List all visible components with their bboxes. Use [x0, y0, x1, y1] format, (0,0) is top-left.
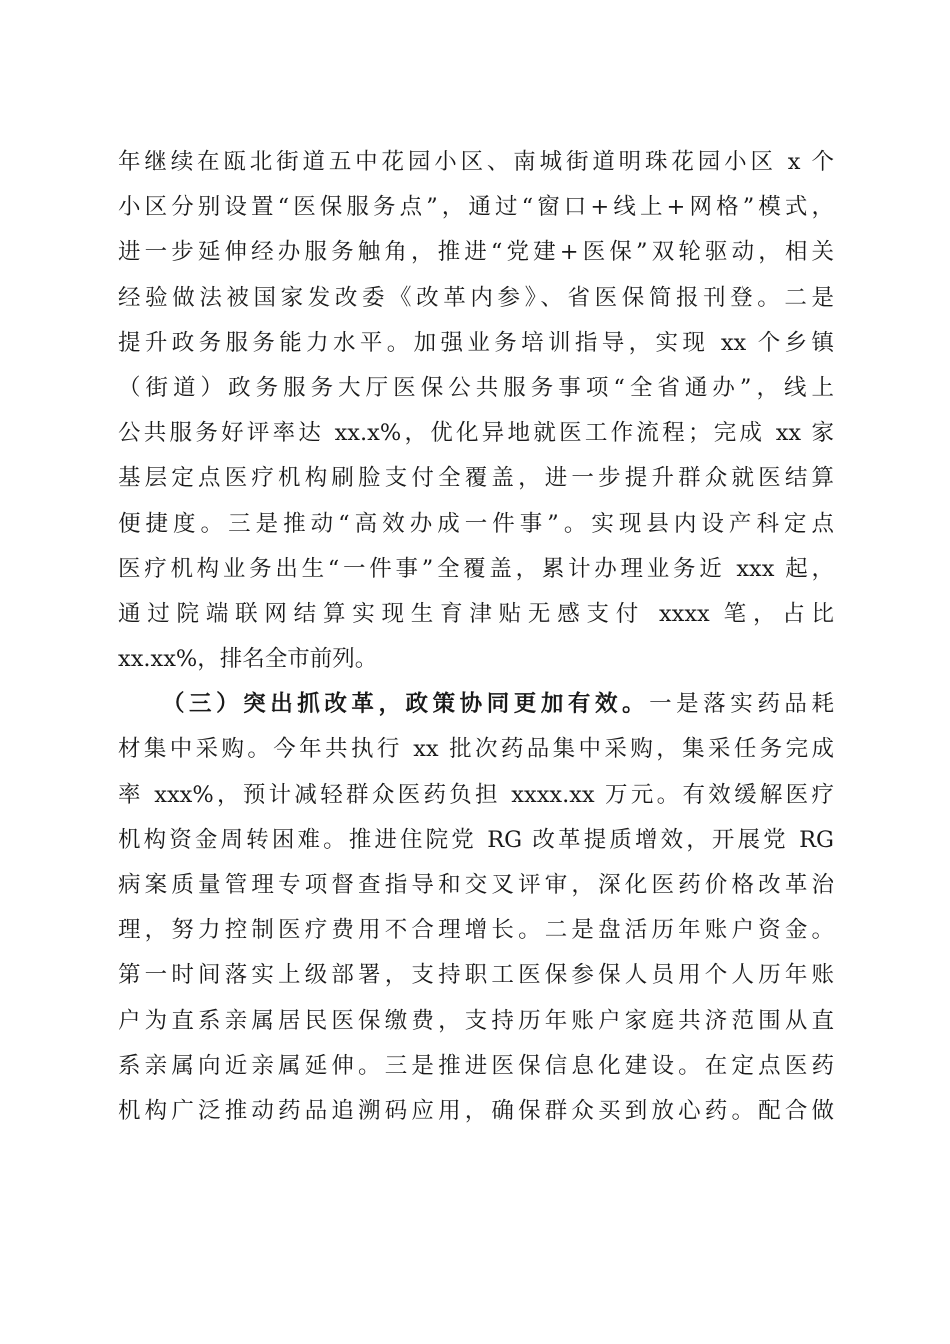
text-line: 机构广泛推动药品追溯码应用，确保群众买到放心药。配合做 — [118, 1097, 834, 1124]
text-line: 小区分别设置“医保服务点”，通过“窗口+线上+网格”模式， — [118, 194, 834, 221]
text-line: 提升政务服务能力水平。加强业务培训指导，实现 xx 个乡镇 — [118, 329, 834, 356]
text-line: 户为直系亲属居民医保缴费，支持历年账户家庭共济范围从直 — [118, 1007, 834, 1034]
body-text — [118, 140, 834, 1134]
heading-line-rest: 一是落实药品耗 — [649, 691, 834, 718]
text-line: 病案质量管理专项督查指导和交叉评审，深化医药价格改革治 — [118, 872, 834, 898]
text-line: 理，努力控制医疗费用不合理增长。二是盘活历年账户资金。 — [118, 917, 834, 944]
text-line: 经验做法被国家发改委《改革内参》、省医保简报刊登。二是 — [118, 284, 834, 311]
text-line: 便捷度。三是推动“高效办成一件事”。实现县内设产科定点 — [118, 510, 834, 537]
text-line: 医疗机构业务出生“一件事”全覆盖，累计办理业务近 xxx 起， — [118, 555, 834, 582]
section-heading: （三）突出抓改革，政策协同更加有效。 — [162, 691, 650, 718]
text-line: 系亲属向近亲属延伸。三是推进医保信息化建设。在定点医药 — [118, 1052, 834, 1079]
text-line: 年继续在瓯北街道五中花园小区、南城街道明珠花园小区 x 个 — [118, 149, 834, 175]
section-heading-line — [118, 682, 834, 727]
text-line: 进一步延伸经办服务触角，推进“党建+医保”双轮驱动，相关 — [118, 239, 834, 266]
text-line: （街道）政务服务大厅医保公共服务事项“全省通办”，线上 — [118, 374, 834, 401]
text-line: 第一时间落实上级部署，支持职工医保参保人员用个人历年账 — [118, 962, 834, 989]
text-line: 公共服务好评率达 xx.x%，优化异地就医工作流程；完成 xx 家 — [118, 420, 834, 447]
text-line: 材集中采购。今年共执行 xx 批次药品集中采购，集采任务完成 — [118, 736, 834, 763]
text-line: 通过院端联网结算实现生育津贴无感支付 xxxx 笔，占比 — [118, 600, 834, 627]
text-line: 率 xxx%，预计减轻群众医药负担 xxxx.xx 万元。有效缓解医疗 — [118, 781, 834, 808]
text-line: xx.xx%，排名全市前列。 — [118, 646, 378, 673]
text-line: 机构资金周转困难。推进住院党 RG 改革提质增效，开展党 RG — [118, 826, 834, 853]
text-line: 基层定点医疗机构刷脸支付全覆盖，进一步提升群众就医结算 — [118, 465, 834, 492]
